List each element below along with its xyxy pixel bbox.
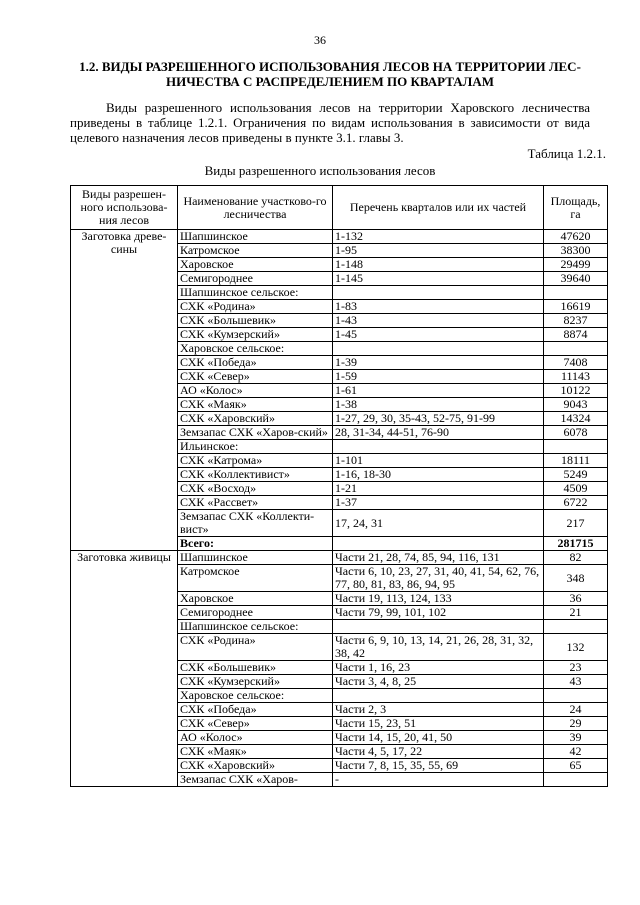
quarters-cell: 1-101 [333, 454, 544, 468]
forest-use-table [70, 185, 608, 787]
forestry-name-cell: Земзапас СХК «Коллекти-вист» [178, 510, 333, 537]
table-row [71, 230, 608, 244]
quarters-cell: 1-95 [333, 244, 544, 258]
area-cell: 36 [544, 592, 608, 606]
quarters-cell: Части 21, 28, 74, 85, 94, 116, 131 [333, 551, 544, 565]
table-body [71, 230, 608, 787]
quarters-cell: 1-148 [333, 258, 544, 272]
area-cell: 11143 [544, 370, 608, 384]
quarters-cell: Части 1, 16, 23 [333, 661, 544, 675]
area-cell: 82 [544, 551, 608, 565]
quarters-cell: 1-16, 18-30 [333, 468, 544, 482]
forestry-name-cell: Катромское [178, 565, 333, 592]
area-cell: 217 [544, 510, 608, 537]
area-cell: 24 [544, 703, 608, 717]
header-forestry-name: Наименование участково-го лесничества [178, 186, 333, 230]
area-cell: 132 [544, 634, 608, 661]
forestry-name-cell: Шапшинское сельское: [178, 620, 333, 634]
quarters-cell: 17, 24, 31 [333, 510, 544, 537]
forestry-name-cell: СХК «Маяк» [178, 745, 333, 759]
forestry-name-cell: СХК «Кумзерский» [178, 675, 333, 689]
area-cell: 8237 [544, 314, 608, 328]
forestry-name-cell: Харовское сельское: [178, 342, 333, 356]
quarters-cell: Части 4, 5, 17, 22 [333, 745, 544, 759]
forestry-name-cell: Катромское [178, 244, 333, 258]
table-label: Таблица 1.2.1. [527, 146, 606, 161]
header-area: Площадь, га [544, 186, 608, 230]
quarters-cell: 1-38 [333, 398, 544, 412]
use-type-cell: Заготовка живицы [71, 551, 178, 787]
area-cell: 8874 [544, 328, 608, 342]
forestry-name-cell: СХК «Харовский» [178, 759, 333, 773]
quarters-cell [333, 286, 544, 300]
area-cell: 18111 [544, 454, 608, 468]
area-cell: 10122 [544, 384, 608, 398]
quarters-cell [333, 689, 544, 703]
use-type-cell: Заготовка древе-сины [71, 230, 178, 551]
forestry-name-cell: Харовское [178, 592, 333, 606]
area-cell [544, 286, 608, 300]
forestry-name-cell: АО «Колос» [178, 384, 333, 398]
forestry-name-cell: СХК «Север» [178, 717, 333, 731]
forestry-name-cell: СХК «Большевик» [178, 661, 333, 675]
area-cell: 65 [544, 759, 608, 773]
area-cell [544, 440, 608, 454]
quarters-cell: 1-83 [333, 300, 544, 314]
forestry-name-cell: Шапшинское сельское: [178, 286, 333, 300]
area-cell: 6722 [544, 496, 608, 510]
table-row [71, 551, 608, 565]
area-cell: 281715 [544, 537, 608, 551]
area-cell: 39640 [544, 272, 608, 286]
quarters-cell: 1-45 [333, 328, 544, 342]
forestry-name-cell: Харовское [178, 258, 333, 272]
quarters-cell: Части 6, 9, 10, 13, 14, 21, 26, 28, 31, 32, 38, 42 [333, 634, 544, 661]
quarters-cell: Части 14, 15, 20, 41, 50 [333, 731, 544, 745]
forestry-name-cell: Шапшинское [178, 230, 333, 244]
area-cell: 348 [544, 565, 608, 592]
forestry-name-cell: АО «Колос» [178, 731, 333, 745]
quarters-cell [333, 620, 544, 634]
area-cell: 5249 [544, 468, 608, 482]
forestry-name-cell: Земзапас СХК «Харов-ский» [178, 426, 333, 440]
quarters-cell: Части 7, 8, 15, 35, 55, 69 [333, 759, 544, 773]
quarters-cell: 1-132 [333, 230, 544, 244]
area-cell [544, 342, 608, 356]
forestry-name-cell: Семигороднее [178, 606, 333, 620]
forestry-name-cell: СХК «Большевик» [178, 314, 333, 328]
forestry-name-cell: Семигороднее [178, 272, 333, 286]
area-cell: 23 [544, 661, 608, 675]
quarters-cell [333, 537, 544, 551]
quarters-cell: Части 15, 23, 51 [333, 717, 544, 731]
quarters-cell: Части 2, 3 [333, 703, 544, 717]
area-cell: 16619 [544, 300, 608, 314]
area-cell: 39 [544, 731, 608, 745]
forestry-name-cell: СХК «Победа» [178, 356, 333, 370]
area-cell: 21 [544, 606, 608, 620]
quarters-cell: Части 19, 113, 124, 133 [333, 592, 544, 606]
quarters-cell: Части 3, 4, 8, 25 [333, 675, 544, 689]
area-cell: 29499 [544, 258, 608, 272]
quarters-cell: 1-145 [333, 272, 544, 286]
table-header-row [71, 186, 608, 230]
intro-paragraph: Виды разрешенного использования лесов на территории Харовского лесничества приведены в таблице 1.2.1. Ограничения по видам использования в зависимости от вида целевого назначения лесов приведены в пункте 3.1. главы 3. [70, 100, 590, 145]
quarters-cell: - [333, 773, 544, 787]
forestry-name-cell: СХК «Катрома» [178, 454, 333, 468]
area-cell [544, 689, 608, 703]
area-cell: 47620 [544, 230, 608, 244]
quarters-cell: 28, 31-34, 44-51, 76-90 [333, 426, 544, 440]
forestry-name-cell: СХК «Север» [178, 370, 333, 384]
forestry-name-cell: Харовское сельское: [178, 689, 333, 703]
table-caption: Виды разрешенного использования лесов [204, 163, 436, 178]
quarters-cell: 1-27, 29, 30, 35-43, 52-75, 91-99 [333, 412, 544, 426]
forestry-name-cell: СХК «Харовский» [178, 412, 333, 426]
forestry-name-cell: СХК «Коллективист» [178, 468, 333, 482]
page-number: 36 [314, 33, 326, 47]
quarters-cell: Части 6, 10, 23, 27, 31, 40, 41, 54, 62, 76, 77, 80, 81, 83, 86, 94, 95 [333, 565, 544, 592]
forestry-name-cell: СХК «Победа» [178, 703, 333, 717]
forestry-name-cell: Ильинское: [178, 440, 333, 454]
quarters-cell: 1-61 [333, 384, 544, 398]
area-cell: 14324 [544, 412, 608, 426]
area-cell: 42 [544, 745, 608, 759]
quarters-cell: 1-39 [333, 356, 544, 370]
forestry-name-cell: Всего: [178, 537, 333, 551]
area-cell: 29 [544, 717, 608, 731]
section-heading: 1.2. ВИДЫ РАЗРЕШЕННОГО ИСПОЛЬЗОВАНИЯ ЛЕСОВ НА ТЕРРИТОРИИ ЛЕС-НИЧЕСТВА С РАСПРЕДЕЛЕНИЕМ ПО КВАРТАЛАМ [79, 59, 581, 89]
header-use-type: Виды разрешен-ного использова-ния лесов [71, 186, 178, 230]
forestry-name-cell: СХК «Маяк» [178, 398, 333, 412]
area-cell [544, 620, 608, 634]
forestry-name-cell: Шапшинское [178, 551, 333, 565]
quarters-cell [333, 440, 544, 454]
header-quarters: Перечень кварталов или их частей [333, 186, 544, 230]
quarters-cell [333, 342, 544, 356]
forestry-name-cell: СХК «Родина» [178, 634, 333, 661]
area-cell: 43 [544, 675, 608, 689]
area-cell [544, 773, 608, 787]
forestry-name-cell: СХК «Родина» [178, 300, 333, 314]
area-cell: 4509 [544, 482, 608, 496]
area-cell: 38300 [544, 244, 608, 258]
forestry-name-cell: Земзапас СХК «Харов- [178, 773, 333, 787]
quarters-cell: 1-21 [333, 482, 544, 496]
quarters-cell: 1-37 [333, 496, 544, 510]
quarters-cell: Части 79, 99, 101, 102 [333, 606, 544, 620]
forestry-name-cell: СХК «Восход» [178, 482, 333, 496]
forestry-name-cell: СХК «Кумзерский» [178, 328, 333, 342]
area-cell: 9043 [544, 398, 608, 412]
forestry-name-cell: СХК «Рассвет» [178, 496, 333, 510]
area-cell: 6078 [544, 426, 608, 440]
quarters-cell: 1-59 [333, 370, 544, 384]
area-cell: 7408 [544, 356, 608, 370]
quarters-cell: 1-43 [333, 314, 544, 328]
